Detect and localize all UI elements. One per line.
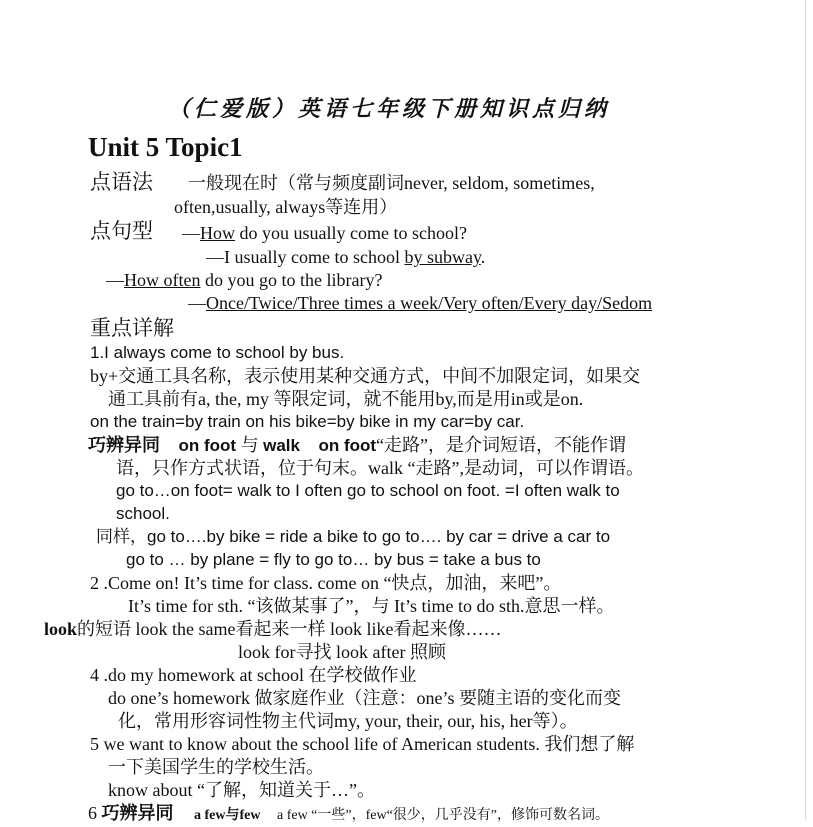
pattern-text: —I usually come to school bbox=[206, 247, 405, 267]
item-4-sentence: 4 .do my homework at school 在学校做作业 bbox=[90, 665, 417, 685]
grammar-text-2: often,usually, always等连用） bbox=[174, 197, 398, 217]
pattern-line-2 bbox=[206, 246, 485, 268]
item-1-sentence: 1.I always come to school by bus. bbox=[90, 343, 345, 362]
item-1-same-line-1: 同样，go to….by bike = ride a bike to go to…. by car = drive a car to bbox=[96, 527, 611, 546]
pattern-dash: — bbox=[182, 223, 200, 243]
item-5-translation-2: 一下美国学生的学校生活。 bbox=[108, 757, 324, 777]
pattern-line-4 bbox=[188, 292, 652, 314]
pattern-underlined: How bbox=[200, 223, 235, 243]
pattern-line-1 bbox=[182, 222, 467, 244]
pattern-rest: do you usually come to school? bbox=[235, 223, 467, 243]
item-1-by-line-1: by+交通工具名称，表示使用某种交通方式，中间不加限定词，如果交 bbox=[90, 366, 641, 386]
item-1-same-line-2: go to … by plane = fly to go to… by bus = take a bus to bbox=[126, 550, 541, 569]
document-title: （仁爱版）英语七年级下册知识点归纳 bbox=[168, 96, 611, 122]
item-2-time-for: It’s time for sth. “该做某事了”，与 It’s time to do sth.意思一样。 bbox=[128, 596, 615, 616]
pattern-underlined: by subway bbox=[404, 247, 481, 267]
item-2-sentence: 2 .Come on! It’s time for class. come on “快点，加油，来吧”。 bbox=[90, 573, 562, 593]
item-6-line bbox=[88, 802, 609, 827]
on-foot-term-2: on foot bbox=[318, 436, 377, 455]
on-foot-desc-1: “走路”，是介词短语，不能作谓 bbox=[376, 435, 627, 455]
and-word: 与 bbox=[240, 435, 259, 455]
item-2-look-phrases bbox=[44, 618, 501, 640]
page-edge-divider bbox=[805, 0, 806, 820]
pattern-dash: — bbox=[106, 270, 124, 290]
unit-heading: Unit 5 Topic1 bbox=[88, 132, 243, 162]
item-1-examples: on the train=by train on his bike=by bike in my car=by car. bbox=[90, 412, 525, 431]
item-1-by-line-2: 通工具前有a, the, my 等限定词，就不能用by,而是用in或是on. bbox=[108, 389, 584, 409]
grammar-label: 点语法 bbox=[90, 170, 153, 194]
pattern-dash: — bbox=[188, 293, 206, 313]
grammar-text-1: 一般现在时（常与频度副词never, seldom, sometimes, bbox=[188, 173, 595, 193]
pattern-underlined: Once/Twice/Three times a week/Very often/Every day/Sedom bbox=[206, 293, 653, 313]
key-points-label: 重点详解 bbox=[90, 316, 174, 340]
pattern-rest: do you go to the library? bbox=[200, 270, 383, 290]
sentence-patterns-label: 点句型 bbox=[90, 219, 153, 243]
item-6-afew-few: a few与few bbox=[194, 808, 261, 823]
distinguish-label: 巧辨异同 bbox=[88, 435, 160, 455]
item-1-onfoot-example-2: school. bbox=[116, 504, 170, 523]
pattern-line-3 bbox=[106, 269, 382, 291]
pattern-end: . bbox=[480, 247, 486, 267]
item-6-distinguish-label: 巧辨异同 bbox=[101, 803, 174, 823]
on-foot-term: on foot bbox=[178, 436, 237, 455]
item-5-sentence: 5 we want to know about the school life of American students. 我们想了解 bbox=[90, 734, 635, 754]
item-4-desc-1: do one’s homework 做家庭作业（注意：one’s 要随主语的变化而变 bbox=[108, 688, 621, 708]
item-2-look-phrases-2: look for寻找 look after 照顾 bbox=[238, 642, 446, 662]
item-6-desc: a few “一些”，few“很少，几乎没有”，修饰可数名词。 bbox=[276, 808, 610, 823]
item-4-desc-2: 化，常用形容词性物主代词my, your, their, our, his, her等）。 bbox=[118, 711, 578, 731]
walk-term: walk bbox=[263, 436, 300, 455]
look-phrases-text: 的短语 look the same看起来一样 look like看起来像…… bbox=[77, 619, 502, 639]
pattern-underlined: How often bbox=[124, 270, 201, 290]
look-term: look bbox=[44, 619, 78, 639]
item-1-onfoot-example-1: go to…on foot= walk to I often go to school on foot. =I often walk to bbox=[116, 481, 620, 500]
item-5-know-about: know about “了解，知道关于…”。 bbox=[108, 780, 375, 800]
item-1-onfoot-line-1 bbox=[88, 434, 626, 457]
item-6-number: 6 bbox=[88, 803, 97, 823]
item-1-onfoot-line-2: 语，只作方式状语，位于句末。walk “走路”,是动词，可以作谓语。 bbox=[116, 458, 644, 478]
